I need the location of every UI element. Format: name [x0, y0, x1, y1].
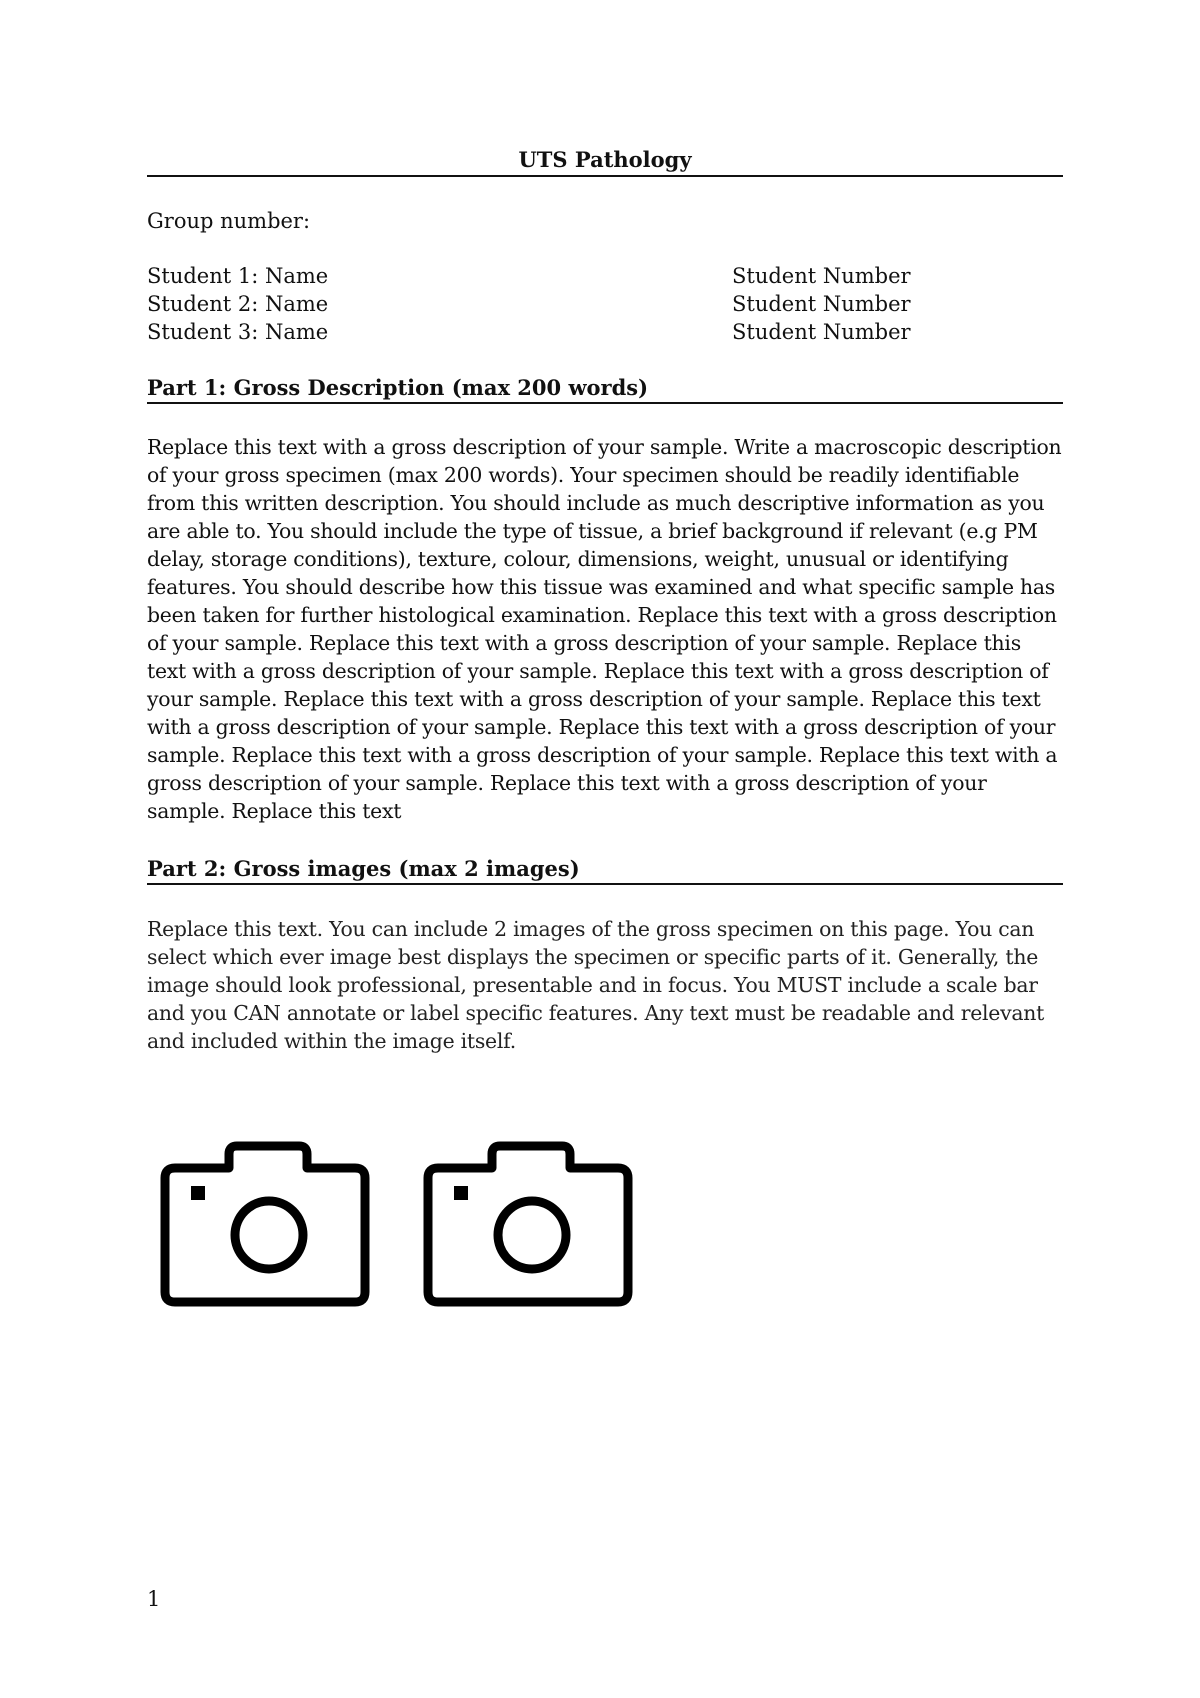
student-name-label[interactable]: Student 1: Name: [147, 264, 329, 288]
student-name-label[interactable]: Student 2: Name: [147, 292, 329, 316]
student-number-label[interactable]: Student Number: [732, 264, 911, 288]
part2-body-text[interactable]: Replace this text. You can include 2 images of the gross specimen on this page. You can select which ever image best displays the specimen or specific parts of it. Generally, the image should look professional, presentable and in focus. You MUST include a scale bar and you CAN annotate or label specific features. Any text must be readable and relevant and included within the image itself.: [147, 917, 1045, 1053]
camera-icon: [422, 1138, 642, 1308]
title-divider: [147, 175, 1063, 177]
student-row: [147, 290, 1063, 318]
image-placeholder[interactable]: [159, 1138, 379, 1308]
part2-heading: Part 2: Gross images (max 2 images): [147, 856, 580, 881]
student-list: [147, 262, 1063, 346]
student-row: [147, 262, 1063, 290]
page-number: 1: [147, 1587, 161, 1611]
student-name-label[interactable]: Student 3: Name: [147, 320, 329, 344]
image-placeholders: [159, 1138, 659, 1308]
document-title: UTS Pathology: [518, 147, 692, 172]
image-placeholder[interactable]: [422, 1138, 642, 1308]
part1-divider: [147, 402, 1063, 404]
part1-heading: Part 1: Gross Description (max 200 words): [147, 375, 649, 400]
document-page: [147, 0, 1063, 1698]
student-number-label[interactable]: Student Number: [732, 320, 911, 344]
camera-icon: [159, 1138, 379, 1308]
part1-body-text[interactable]: Replace this text with a gross description of your sample. Write a macroscopic description of your gross specimen (max 200 words). Your specimen should be readily identifiable from this written description. You should include as much descriptive information as you are able to. You should include the type of tissue, a brief background if relevant (e.g PM delay, storage conditions), texture, colour, dimensions, weight, unusual or identifying features. You should describe how this tissue was examined and what specific sample has been taken for further histological examination. Replace this text with a gross description of your sample. Replace this text with a gross description of your sample. Replace this text with a gross description of your sample. Replace this text with a gross description of your sample. Replace this text with a gross description of your sample. Replace this text with a gross description of your sample. Replace this text with a gross description of your sample. Replace this text with a gross description of your sample. Replace this text with a gross description of your sample. Replace this text with a gross description of your sample. Replace this text: [147, 435, 1062, 823]
student-number-label[interactable]: Student Number: [732, 292, 911, 316]
group-number-label[interactable]: Group number:: [147, 209, 311, 233]
part2-divider: [147, 883, 1063, 885]
student-row: [147, 318, 1063, 346]
